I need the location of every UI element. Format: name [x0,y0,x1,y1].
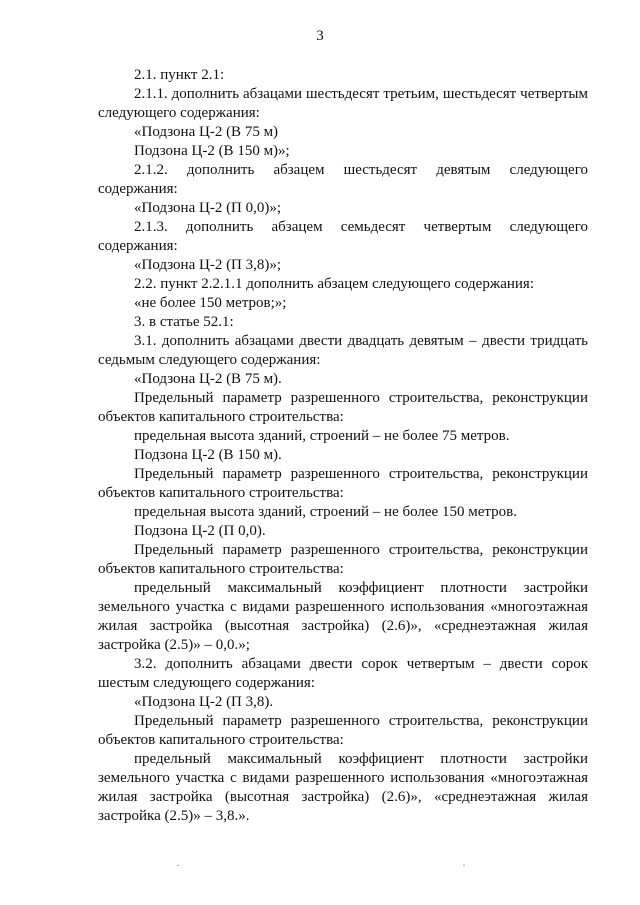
paragraph: 2.1. пункт 2.1: [134,67,225,83]
paragraph: 2.2. пункт 2.2.1.1 дополнить абзацем следующего содержания: [134,276,534,292]
paragraph: 2.1.2. дополнить абзацем шестьдесят девятым следующего содержания: [98,162,588,197]
paragraph: «Подзона Ц-2 (П 0,0)»; [134,200,282,216]
paragraph: предельный максимальный коэффициент плотности застройки земельного участка с видами разрешенного использования «многоэтажная жилая застройка (высотная застройка) (2.6)», «среднеэтажная жилая застройка (2.5)» – 3,8.». [98,751,588,824]
paragraph: Подзона Ц-2 (В 150 м). [134,447,282,463]
paragraph: «Подзона Ц-2 (П 3,8)»; [134,257,282,273]
paragraph: Предельный параметр разрешенного строительства, реконструкции объектов капитального строительства: [98,466,588,501]
paragraph: 2.1.1. дополнить абзацами шестьдесят третьим, шестьдесят четвертым следующего содержания: [98,86,588,121]
paragraph: «Подзона Ц-2 (В 75 м) [134,124,279,140]
paragraph: Подзона Ц-2 (П 0,0). [134,523,266,539]
paragraph: 2.1.3. дополнить абзацем семьдесят четвертым следующего содержания: [98,219,588,254]
paragraph: 3. в статье 52.1: [134,314,234,330]
paragraph: предельный максимальный коэффициент плотности застройки земельного участка с видами разрешенного использования «многоэтажная жилая застройка (высотная застройка) (2.6)», «среднеэтажная жилая застройка (2.5)» – 0,0.»; [98,580,588,653]
paragraph: Предельный параметр разрешенного строительства, реконструкции объектов капитального строительства: [98,713,588,748]
paragraph: Предельный параметр разрешенного строительства, реконструкции объектов капитального строительства: [98,390,588,425]
scan-mark: · [176,858,180,872]
paragraph: Предельный параметр разрешенного строительства, реконструкции объектов капитального строительства: [98,542,588,577]
paragraph: 3.2. дополнить абзацами двести сорок четвертым – двести сорок шестым следующего содержания: [98,656,588,691]
paragraph: предельная высота зданий, строений – не более 150 метров. [134,504,517,520]
page-number: 3 [316,28,324,44]
paragraph: предельная высота зданий, строений – не более 75 метров. [134,428,510,444]
paragraph: Подзона Ц-2 (В 150 м)»; [134,143,290,159]
paragraph: 3.1. дополнить абзацами двести двадцать девятым – двести тридцать седьмым следующего содержания: [98,333,588,368]
scan-mark: · [462,858,466,872]
paragraph: «Подзона Ц-2 (П 3,8). [134,694,274,710]
paragraph: «Подзона Ц-2 (В 75 м). [134,371,282,387]
document-body [98,66,588,826]
paragraph: «не более 150 метров;»; [134,295,287,311]
